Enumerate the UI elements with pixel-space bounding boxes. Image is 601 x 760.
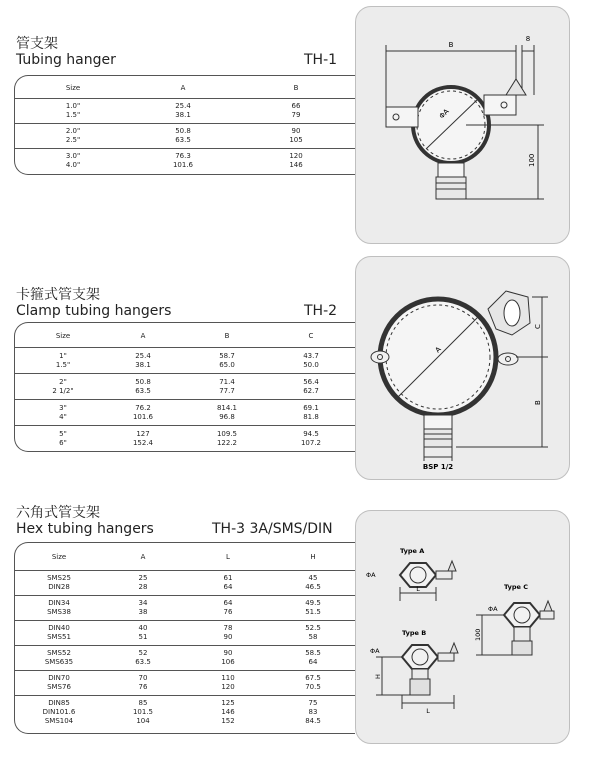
th3-label-h-b: H bbox=[374, 674, 382, 679]
th3-cell-size: SMS25 bbox=[47, 574, 71, 582]
th3-cell-a: 76 bbox=[138, 683, 148, 691]
th3-cell-l: 152 bbox=[221, 717, 235, 725]
th2-cell-size: 2" bbox=[59, 378, 67, 386]
th1-label-gap: 8 bbox=[525, 35, 531, 43]
th2-cell-a: 25.4 bbox=[135, 352, 151, 360]
th1-cell-b: 90 bbox=[291, 127, 301, 135]
th2-cell-c: 107.2 bbox=[300, 439, 322, 447]
th3-cell-size: SMS52 bbox=[47, 649, 71, 657]
th2-cell-c: 62.7 bbox=[303, 387, 319, 395]
th1-cell-b: 120 bbox=[289, 152, 303, 160]
th2-col-a: A bbox=[140, 332, 146, 340]
th1-col-a: A bbox=[180, 84, 186, 92]
th2-cell-c: 50.0 bbox=[303, 361, 319, 369]
th3-cell-a: 63.5 bbox=[135, 658, 151, 666]
th1-row-group bbox=[15, 99, 355, 124]
th2-row-group bbox=[15, 374, 355, 400]
th1-cell-b: 105 bbox=[289, 136, 303, 144]
th2-row-group bbox=[15, 400, 355, 426]
th1-title-zh: 管支架 bbox=[16, 36, 58, 52]
th1-col-b: B bbox=[293, 84, 299, 92]
th3-cell-a: 34 bbox=[138, 599, 148, 607]
th3-label-diam-b: ΦA bbox=[370, 647, 380, 655]
th3-cell-h: 67.5 bbox=[305, 674, 321, 682]
th2-cell-a: 63.5 bbox=[135, 387, 151, 395]
th3-col-a: A bbox=[140, 553, 146, 561]
th3-cell-a: 52 bbox=[138, 649, 148, 657]
th1-cell-size: 2.5" bbox=[65, 136, 81, 144]
th2-label-c: C bbox=[534, 324, 542, 329]
th1-row-group bbox=[15, 124, 355, 149]
th3-row-group bbox=[15, 671, 355, 696]
th2-label-a: A bbox=[433, 345, 443, 355]
th3-cell-size: DIN101.6 bbox=[42, 708, 76, 716]
th2-code: TH-2 bbox=[304, 303, 338, 319]
th3-cell-size: DIN34 bbox=[48, 599, 70, 607]
th3-cell-size: SMS76 bbox=[47, 683, 71, 691]
th3-title-en: Hex tubing hangers bbox=[16, 521, 154, 537]
th3-cell-size: DIN85 bbox=[48, 699, 70, 707]
th1-row-group bbox=[15, 149, 355, 173]
th2-cell-size: 1.5" bbox=[55, 361, 71, 369]
th3-cell-h: 45 bbox=[308, 574, 318, 582]
th3-table-header bbox=[15, 543, 355, 571]
th2-row-group bbox=[15, 348, 355, 374]
th3-cell-l: 76 bbox=[223, 608, 233, 616]
th1-cell-a: 63.5 bbox=[175, 136, 191, 144]
th3-row-group bbox=[15, 571, 355, 596]
th3-cell-size: SMS38 bbox=[47, 608, 71, 616]
th3-cell-h: 49.5 bbox=[305, 599, 321, 607]
th1-cell-b: 79 bbox=[291, 111, 301, 119]
th2-label-b: B bbox=[534, 400, 542, 405]
th2-title-zh: 卡箍式管支架 bbox=[16, 287, 100, 303]
th3-cell-l: 64 bbox=[223, 583, 233, 591]
th3-label-diam-a: ΦA bbox=[366, 571, 376, 579]
th3-row-group bbox=[15, 596, 355, 621]
th2-cell-size: 3" bbox=[59, 404, 67, 412]
th1-technical-drawing bbox=[356, 7, 569, 243]
th3-cell-a: 40 bbox=[138, 624, 148, 632]
th3-cell-size: DIN28 bbox=[48, 583, 70, 591]
th3-cell-l: 78 bbox=[223, 624, 233, 632]
th2-drawing-panel bbox=[355, 256, 570, 480]
th3-cell-a: 85 bbox=[138, 699, 148, 707]
th2-row-group bbox=[15, 426, 355, 450]
th3-label-height-c: 100 bbox=[474, 628, 482, 641]
th1-cell-size: 1.0" bbox=[65, 102, 81, 110]
th3-cell-h: 70.5 bbox=[305, 683, 321, 691]
th2-cell-c: 81.8 bbox=[303, 413, 319, 421]
th1-cell-a: 76.3 bbox=[175, 152, 191, 160]
th3-label-type-b: Type B bbox=[402, 629, 427, 637]
th2-cell-size: 2 1/2" bbox=[52, 387, 74, 395]
th1-col-size: Size bbox=[65, 84, 81, 92]
th3-cell-h: 58.5 bbox=[305, 649, 321, 657]
th2-cell-size: 5" bbox=[59, 430, 67, 438]
th2-table-header bbox=[15, 323, 355, 348]
th3-drawing-panel bbox=[355, 510, 570, 744]
th3-cell-a: 51 bbox=[138, 633, 148, 641]
th3-cell-l: 61 bbox=[223, 574, 233, 582]
th2-cell-a: 50.8 bbox=[135, 378, 151, 386]
th3-col-h: H bbox=[310, 553, 316, 561]
th1-cell-b: 146 bbox=[289, 161, 303, 169]
th3-cell-h: 75 bbox=[308, 699, 318, 707]
th2-cell-size: 4" bbox=[59, 413, 67, 421]
th3-cell-a: 38 bbox=[138, 608, 148, 616]
th3-cell-h: 52.5 bbox=[305, 624, 321, 632]
th1-cell-a: 50.8 bbox=[175, 127, 191, 135]
th3-label-l-a: L bbox=[416, 585, 420, 593]
th3-cell-h: 64 bbox=[308, 658, 318, 666]
th2-cell-b: 122.2 bbox=[216, 439, 238, 447]
th2-cell-b: 96.8 bbox=[219, 413, 235, 421]
th2-cell-size: 6" bbox=[59, 439, 67, 447]
th2-label-thread: BSP 1/2 bbox=[422, 463, 454, 471]
th1-drawing-panel bbox=[355, 6, 570, 244]
th3-cell-l: 120 bbox=[221, 683, 235, 691]
th3-cell-l: 146 bbox=[221, 708, 235, 716]
th1-code: TH-1 bbox=[304, 52, 338, 68]
th3-cell-l: 64 bbox=[223, 599, 233, 607]
th3-technical-drawing bbox=[356, 511, 569, 743]
th3-cell-l: 90 bbox=[223, 649, 233, 657]
th2-cell-a: 38.1 bbox=[135, 361, 151, 369]
th3-cell-size: SMS104 bbox=[44, 717, 74, 725]
th3-cell-size: SMS635 bbox=[44, 658, 74, 666]
th3-cell-a: 104 bbox=[136, 717, 150, 725]
th3-cell-h: 51.5 bbox=[305, 608, 321, 616]
th1-table-header bbox=[15, 76, 355, 99]
th2-cell-a: 152.4 bbox=[132, 439, 154, 447]
th2-cell-b: 814.1 bbox=[216, 404, 238, 412]
th3-code: TH-3 3A/SMS/DIN bbox=[212, 521, 333, 537]
th3-row-group bbox=[15, 646, 355, 671]
th1-cell-a: 25.4 bbox=[175, 102, 191, 110]
th3-col-l: L bbox=[226, 553, 230, 561]
th1-label-b: B bbox=[448, 41, 454, 49]
th1-cell-a: 38.1 bbox=[175, 111, 191, 119]
th3-cell-size: DIN40 bbox=[48, 624, 70, 632]
th2-col-c: C bbox=[308, 332, 314, 340]
th2-table bbox=[14, 322, 355, 452]
th2-cell-b: 77.7 bbox=[219, 387, 235, 395]
th1-table bbox=[14, 75, 355, 175]
th3-table bbox=[14, 542, 355, 734]
th3-cell-a: 70 bbox=[138, 674, 148, 682]
th1-title-en: Tubing hanger bbox=[16, 52, 116, 68]
th3-cell-h: 83 bbox=[308, 708, 318, 716]
th1-cell-b: 66 bbox=[291, 102, 301, 110]
th3-row-group bbox=[15, 621, 355, 646]
th3-cell-size: DIN70 bbox=[48, 674, 70, 682]
th3-cell-h: 58 bbox=[308, 633, 318, 641]
th2-cell-size: 1" bbox=[59, 352, 67, 360]
th3-label-type-c: Type C bbox=[504, 583, 528, 591]
th3-cell-l: 110 bbox=[221, 674, 235, 682]
th3-col-size: Size bbox=[51, 553, 67, 561]
th3-title-zh: 六角式管支架 bbox=[16, 505, 100, 521]
th2-cell-b: 71.4 bbox=[219, 378, 235, 386]
th2-cell-b: 58.7 bbox=[219, 352, 235, 360]
th2-cell-c: 94.5 bbox=[303, 430, 319, 438]
th1-cell-size: 3.0" bbox=[65, 152, 81, 160]
th3-row-group bbox=[15, 696, 355, 732]
th1-cell-size: 1.5" bbox=[65, 111, 81, 119]
th2-technical-drawing bbox=[356, 257, 569, 479]
th2-cell-a: 76.2 bbox=[135, 404, 151, 412]
th1-label-diam: ΦA bbox=[437, 107, 451, 121]
th3-cell-h: 84.5 bbox=[305, 717, 321, 725]
th2-title-en: Clamp tubing hangers bbox=[16, 303, 172, 319]
th2-cell-b: 109.5 bbox=[216, 430, 238, 438]
th2-cell-c: 56.4 bbox=[303, 378, 319, 386]
th2-cell-a: 127 bbox=[136, 430, 150, 438]
th3-label-type-a: Type A bbox=[400, 547, 425, 555]
th2-cell-a: 101.6 bbox=[132, 413, 154, 421]
th3-cell-a: 25 bbox=[138, 574, 148, 582]
th3-cell-h: 46.5 bbox=[305, 583, 321, 591]
th2-cell-c: 69.1 bbox=[303, 404, 319, 412]
th2-cell-b: 65.0 bbox=[219, 361, 235, 369]
th3-cell-a: 101.5 bbox=[132, 708, 154, 716]
th1-cell-a: 101.6 bbox=[172, 161, 194, 169]
th3-cell-a: 28 bbox=[138, 583, 148, 591]
th1-cell-size: 4.0" bbox=[65, 161, 81, 169]
th3-cell-l: 106 bbox=[221, 658, 235, 666]
th1-cell-size: 2.0" bbox=[65, 127, 81, 135]
th2-cell-c: 43.7 bbox=[303, 352, 319, 360]
th3-label-diam-c: ΦA bbox=[488, 605, 498, 613]
th3-label-l-b: L bbox=[426, 707, 430, 715]
th1-label-height: 100 bbox=[528, 153, 536, 167]
th3-cell-l: 125 bbox=[221, 699, 235, 707]
th3-cell-size: SMS51 bbox=[47, 633, 71, 641]
th3-cell-l: 90 bbox=[223, 633, 233, 641]
th2-col-b: B bbox=[224, 332, 230, 340]
th2-col-size: Size bbox=[55, 332, 71, 340]
